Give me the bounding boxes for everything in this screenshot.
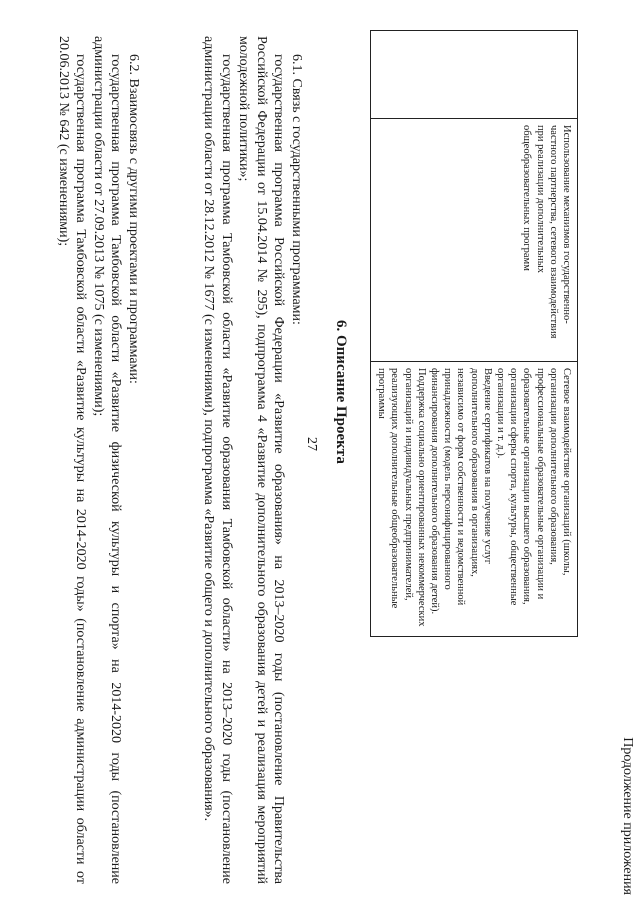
list-item: государственная программа Тамбовской области «Развитие физической культуры и спорта» на 2014-2020 годы (постановление администрации области от 27.09.2013 № 1075 (с изменениями); <box>91 36 124 884</box>
paragraph-title: 6.2. Взаимосвязь с другими проектами и программами: <box>126 54 141 384</box>
table-row <box>370 31 577 637</box>
paragraph-title: 6.1. Связь с государственными программами: <box>289 54 304 325</box>
section-heading: 6. Описание Проекта <box>333 320 349 464</box>
table-cell-description: Сетевое взаимодействие организаций (школы, организации дополнительного образования, профессиональные образовательные организации и образовательные организации высшего образования, организации сферы спорта, культуры, общественные организации и т. д.). Введение сертификатов на получение услуг дополнительного образования в организациях, независимо от форм собственности и ведомственной принадлежности (модель персонифицированного финансирования дополнительного образования детей). Поддержка социально ориентированных некоммерческих организаций и индивидуальных предпринимателей, реализующих дополнительные общеобразовательные программы <box>370 362 577 637</box>
paragraph-6-2 <box>55 36 143 884</box>
list-item: государственная программа Тамбовской области «Развитие образования Тамбовской области» на 2013–2020 годы (постановление администрации области от 28.12.2012 № 1677 (с изменениями), подпрограмма «Развитие общего и дополнительного образования». <box>201 36 234 884</box>
continuation-title: Продолжение приложения <box>620 737 635 895</box>
paragraph-6-1 <box>200 36 305 884</box>
table-cell-measure: Использование механизмов государственно-частного партнерства, сетевого взаимодействия при реализации дополнительных общеобразовательных программ <box>370 119 577 362</box>
list-item: государственная программа Тамбовской области «Развитие культуры на 2014-2020 годы» (постановление администрации области от 20.06.2013 № 642 (с изменениями); <box>56 36 89 884</box>
appendix-table <box>370 30 578 637</box>
list-item: государственная программа Российской Федерации «Развитие образования» на 2013–2020 годы (постановление Правительства Российской Федерации от 15.04.2014 № 295), подпрограмма 4 «Развитие дополнительного образования детей и реализация мероприятий молодежной политики»; <box>236 36 287 884</box>
table-cell-empty <box>370 31 577 119</box>
page-number: 27 <box>304 437 319 451</box>
